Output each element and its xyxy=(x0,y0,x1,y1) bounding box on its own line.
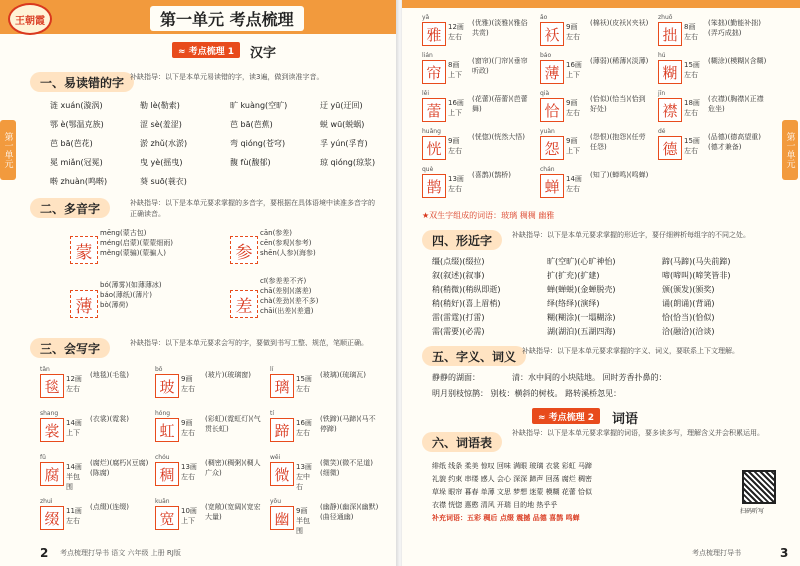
rwrite-char-7: 恰 xyxy=(540,98,564,122)
similar-4-1: 糊(糊涂)(一塌糊涂) xyxy=(547,313,616,322)
vocab-list: 绯纸 线条 柔美 惊叹 回味 满眼 玻璃 衣裳 彩虹 马蹄 礼貌 约束 串缕 感人 会心 深深 蹄声 回荡 腐烂 稠密 草垛 眼帘 暮春 单薄 文思 梦想 迷蒙 模糊 花蕾 恰似 衣襟 恍惚 惠憨 清风 开瑞 目的地 热乎乎 补充词语：五彩 稠后 点缀 震撼 品德 喜鹊 鸣蝉 xyxy=(432,462,593,522)
similar-0-2: 蹄(马蹄)(马失前蹄) xyxy=(662,257,731,266)
polyphone-char-2: 薄 xyxy=(70,290,98,318)
banner-2-title: 词语 xyxy=(612,412,639,427)
rwrite-char-11: 德 xyxy=(658,136,682,160)
write-words-5: (铁蹄)(马蹄)(马不停蹄) xyxy=(320,415,376,433)
section-4-title: 四、形近字 xyxy=(422,230,502,250)
write-char-9: 缀 xyxy=(40,506,64,530)
write-info-1: 9画 左右 xyxy=(181,375,195,393)
write-char-11: 幽 xyxy=(270,506,294,530)
rwrite-char-5: 糊 xyxy=(658,60,682,84)
rwrite-words-13: (知了)(蝉鸣)(鸣蝉) xyxy=(590,171,649,179)
right-footer: 考点梳理打导书 xyxy=(692,549,741,557)
similar-4-2: 恰(恰当)(恰似) xyxy=(662,313,715,322)
rwrite-words-9: (恍惚)(恍然大悟) xyxy=(472,133,525,141)
right-page-number: 3 xyxy=(780,546,789,560)
rwrite-pinyin-6: lěi xyxy=(422,90,430,97)
rwrite-info-5: 15画 左右 xyxy=(684,61,700,79)
write-char-1: 玻 xyxy=(155,374,179,398)
similar-3-2: 诵(朗诵)(背诵) xyxy=(662,299,715,308)
rwrite-info-12: 13画 左右 xyxy=(448,175,464,193)
write-info-8: 13画 左中右 xyxy=(296,463,312,491)
sec5-row-2: 明月别枝惊鹊： 别枝：横斜的树枝。 路转溪桥忽见： xyxy=(432,389,622,398)
rwrite-pinyin-8: jīn xyxy=(658,90,666,97)
rwrite-info-6: 16画 上下 xyxy=(448,99,464,117)
rwrite-words-6: (花蕾)(蓓蕾)(芭蕾舞) xyxy=(472,95,528,113)
sec5-row-0: 静静的湖面： xyxy=(432,373,480,382)
rwrite-info-8: 18画 左右 xyxy=(684,99,700,117)
similar-3-1: 绎(络绎)(演绎) xyxy=(547,299,600,308)
rwrite-pinyin-12: què xyxy=(422,166,434,173)
section-2-guide: 补缺指导：以下是本单元要求掌握的多音字，要根据在具体语境中读准多音字的正确读音。 xyxy=(130,199,375,218)
rwrite-char-3: 帘 xyxy=(422,60,446,84)
write-info-4: 9画 左右 xyxy=(181,419,195,437)
sec1-row-1: 鄂 è(鄂温克族) xyxy=(50,120,104,129)
write-pinyin-3: shang xyxy=(40,410,59,417)
rwrite-info-3: 8画 上下 xyxy=(448,61,462,79)
write-info-0: 12画 左右 xyxy=(66,375,82,393)
rwrite-info-1: 9画 左右 xyxy=(566,23,580,41)
write-words-7: (稠密)(稠粥)(稠人广众) xyxy=(205,459,261,477)
rwrite-char-2: 拙 xyxy=(658,22,682,46)
similar-2-2: 颁(颁发)(颁奖) xyxy=(662,285,715,294)
rwrite-words-5: (糊涂)(模糊)(含糊) xyxy=(708,57,767,65)
rwrite-words-8: (衣襟)(胸襟)(正襟危坐) xyxy=(708,95,764,113)
write-char-2: 璃 xyxy=(270,374,294,398)
write-char-8: 微 xyxy=(270,462,294,486)
qr-code[interactable] xyxy=(742,470,776,504)
write-pinyin-7: chóu xyxy=(155,454,170,461)
write-char-4: 虹 xyxy=(155,418,179,442)
rwrite-info-7: 9画 左右 xyxy=(566,99,580,117)
sec1-row-2: 芭 bā(芭花) xyxy=(50,139,93,148)
banner-1-label: ≈ 考点梳理 1 xyxy=(172,42,240,58)
similar-5-2: 洽(融洽)(洽谈) xyxy=(662,327,715,336)
similar-4-0: 雷(雷霆)(打雷) xyxy=(432,313,485,322)
write-words-1: (玻片)(玻璃窗) xyxy=(205,371,251,379)
write-info-9: 11画 左右 xyxy=(66,507,82,525)
rwrite-words-3: (窗帘)(门帘)(垂帘听政) xyxy=(472,57,528,75)
write-char-6: 腐 xyxy=(40,462,64,486)
write-pinyin-2: lí xyxy=(270,366,274,373)
rwrite-words-7: (恰似)(恰当)(恰到好处) xyxy=(590,95,646,113)
double-word-note: ★双生字组成的词语：玻璃 稠稠 幽雅 xyxy=(422,211,555,220)
similar-2-0: 稍(稍微)(稍纵即逝) xyxy=(432,285,501,294)
write-pinyin-11: yōu xyxy=(270,498,282,505)
rwrite-char-8: 襟 xyxy=(658,98,682,122)
rwrite-words-4: (薄弱)(稀薄)(淡薄) xyxy=(590,57,649,65)
left-footer: 考点梳理打导书 语文 六年级 上册 RJ版 xyxy=(60,549,181,557)
write-pinyin-6: fǔ xyxy=(40,454,46,461)
side-tab-right: 第一单元 xyxy=(782,120,798,180)
banner-2-label: ≈ 考点梳理 2 xyxy=(532,408,600,424)
similar-3-0: 稍(稍好)(喜上眉梢) xyxy=(432,299,501,308)
write-pinyin-4: hóng xyxy=(155,410,171,417)
section-1-guide: 补缺指导：以下是本单元易读错的字，读3遍，做到读准字音。 xyxy=(130,73,324,81)
rwrite-pinyin-13: chán xyxy=(540,166,555,173)
write-pinyin-10: kuān xyxy=(155,498,170,505)
polyphone-char-1: 参 xyxy=(230,236,258,264)
rwrite-info-4: 16画 上下 xyxy=(566,61,582,79)
write-pinyin-1: bō xyxy=(155,366,163,373)
write-words-2: (玻璃)(琉璃瓦) xyxy=(320,371,366,379)
polyphone-char-3: 差 xyxy=(230,290,258,318)
rwrite-pinyin-4: báo xyxy=(540,52,552,59)
write-char-10: 宽 xyxy=(155,506,179,530)
rwrite-char-1: 袄 xyxy=(540,22,564,46)
similar-0-1: 旷(空旷)(心旷神怡) xyxy=(547,257,616,266)
write-pinyin-5: tí xyxy=(270,410,275,417)
write-words-9: (点缀)(连缀) xyxy=(90,503,129,511)
qr-label: 扫码听写 xyxy=(740,508,765,515)
section-2-title: 二、多音字 xyxy=(30,198,110,218)
rwrite-char-0: 雅 xyxy=(422,22,446,46)
banner-1-title: 汉字 xyxy=(250,46,277,61)
similar-0-0: 缰(点缀)(缀拉) xyxy=(432,257,485,266)
write-info-3: 14画 上下 xyxy=(66,419,82,437)
rwrite-pinyin-10: yuàn xyxy=(540,128,555,135)
write-words-10: (宽敞)(宽阔)(宽宏大量) xyxy=(205,503,261,521)
write-info-5: 16画 左右 xyxy=(296,419,312,437)
side-tab-left: 第一单元 xyxy=(0,120,16,180)
right-header xyxy=(402,0,800,8)
polyphone-char-0: 蒙 xyxy=(70,236,98,264)
rwrite-info-9: 9画 左右 xyxy=(448,137,462,155)
write-char-5: 蹄 xyxy=(270,418,294,442)
rwrite-pinyin-7: qià xyxy=(540,90,550,97)
similar-1-1: 扩(扩充)(扩建) xyxy=(547,271,600,280)
section-5-guide: 补缺指导：以下是本单元要求掌握的字义、词义，要联系上下文理解。 xyxy=(522,347,739,355)
similar-1-2: 啼(啼叫)(啼笑皆非) xyxy=(662,271,731,280)
write-info-11: 9画 半包围 xyxy=(296,507,310,535)
write-char-0: 毯 xyxy=(40,374,64,398)
write-words-3: (衣裳)(霓裳) xyxy=(90,415,129,423)
rwrite-words-12: (喜鹊)(鹊桥) xyxy=(472,171,511,179)
write-info-2: 15画 左右 xyxy=(296,375,312,393)
sec1-row-0: 涟 xuán(漩涡) xyxy=(50,101,103,110)
logo: 王朝霞 xyxy=(8,3,52,35)
section-3-title: 三、会写字 xyxy=(30,338,110,358)
write-char-7: 稠 xyxy=(155,462,179,486)
rwrite-pinyin-3: lián xyxy=(422,52,433,59)
similar-5-1: 湖(湖泊)(五湖四海) xyxy=(547,327,616,336)
similar-2-1: 蝉(蝉蜕)(金蝉脱壳) xyxy=(547,285,616,294)
rwrite-char-13: 蝉 xyxy=(540,174,564,198)
write-info-10: 10画 上下 xyxy=(181,507,197,525)
write-info-7: 13画 左右 xyxy=(181,463,197,481)
right-page xyxy=(402,0,800,566)
rwrite-char-9: 恍 xyxy=(422,136,446,160)
write-info-6: 14画 半包围 xyxy=(66,463,82,491)
write-words-8: (微笑)(微不足道)(细微) xyxy=(320,459,373,477)
write-char-3: 裳 xyxy=(40,418,64,442)
rwrite-char-10: 怨 xyxy=(540,136,564,160)
left-page-number: 2 xyxy=(40,546,49,560)
rwrite-info-10: 9画 上下 xyxy=(566,137,580,155)
rwrite-info-0: 12画 左右 xyxy=(448,23,464,41)
rwrite-pinyin-9: huǎng xyxy=(422,128,441,135)
rwrite-pinyin-0: yǎ xyxy=(422,14,430,21)
write-pinyin-9: zhuì xyxy=(40,498,53,505)
unit-title: 第一单元 考点梳理 xyxy=(150,6,304,31)
rwrite-info-11: 15画 左右 xyxy=(684,137,700,155)
rwrite-words-2: (笨拙)(勤能补拙)(弄巧成拙) xyxy=(708,19,761,37)
section-6-title: 六、词语表 xyxy=(422,432,502,452)
sec1-row-3: 冕 miǎn(冠冕) xyxy=(50,158,103,167)
write-words-6: (腐烂)(腐朽)(豆腐)(陈腐) xyxy=(90,459,149,477)
rwrite-words-11: (品德)(德高望重)(德才兼备) xyxy=(708,133,761,151)
rwrite-pinyin-11: dé xyxy=(658,128,666,135)
rwrite-words-1: (棉袄)(皮袄)(夹袄) xyxy=(590,19,649,27)
write-words-11: (幽静)(幽深)(幽默)(曲径通幽) xyxy=(320,503,379,521)
section-5-title: 五、字义、词义 xyxy=(422,346,526,366)
rwrite-pinyin-5: hú xyxy=(658,52,666,59)
write-pinyin-8: wēi xyxy=(270,454,281,461)
section-6-guide: 补缺指导：以下是本单元要求掌握的词语，要多读多写，理解含义并会积累运用。 xyxy=(512,429,764,437)
rwrite-info-13: 14画 左右 xyxy=(566,175,582,193)
sec1-row-4: 啭 zhuàn(鸣啭) xyxy=(50,177,108,186)
sec5-row-1: 清：水中间的小块陆地。 回时芳香扑鼻的： xyxy=(512,373,667,382)
rwrite-pinyin-2: zhuō xyxy=(658,14,673,21)
similar-1-0: 叙(叙述)(叙事) xyxy=(432,271,485,280)
write-words-4: (彩虹)(霓虹灯)(气贯长虹) xyxy=(205,415,261,433)
section-3-guide: 补缺指导：以下是本单元要求会写的字，要做到书写工整、规范，笔顺正确。 xyxy=(130,339,368,347)
rwrite-pinyin-1: ǎo xyxy=(540,14,548,21)
write-pinyin-0: tǎn xyxy=(40,366,50,373)
write-words-0: (地毯)(毛毯) xyxy=(90,371,129,379)
left-page: 王朝霞 第一单元 考点梳理 第一单元 ≈ 考点梳理 1 汉字 一、易读错的字 补缺指导：以下是本单元易读错的字，读3遍，做到读准字音。 涟 xuán(漩涡) 勒 lè(勒索) 旷 kuàng(空旷) 迂 yū(迂回) 鄂 è(鄂温克族) 涩 sè(羞涩) 芭 bā(芭蕉) 蜕 wū(蜕蜗) 芭 bā(芭花) 淤 zhǔ(水淤) 弯 qióng(苍穹) 孚 yún(孚育) 冕 miǎn(冠冕) 曳 yè(摇曳) 馥 fù(馥郁) 琼 qióng(琼浆) 啭 zhuàn(鸣啭) 葵 suō(蓑衣) 二、多音字 补缺指导：以下是本单元要求掌握的多音字，要根据在具体语境中读准多音字的正确读音。 蒙 mēng(蒙古包) méng(启蒙)(蒙蒙细雨) měng(蒙骗)(蒙骗人) 参 cān(参差) cēn(参观)(参考) shēn(人参)(海参) 薄 bó(薄雾)(如薄薄冰) báo(薄纸)(薄片) bò(薄荷) 差 cī(参差差不齐) chā(差别)(落差) chà(差劲)(差不多) chāi(出差)(差遣) 三、会写字 补缺指导：以下是本单元要求会写的字，要做到书写工整、规范，笔顺正确。 tǎn 毯 12画 左右 (地毯)(毛毯) bō 玻 9画 左右 (玻片)(玻璃窗) lí 璃 15画 左右 (玻璃)(琉璃瓦) shang 裳 14画 上下 (衣裳)(霓裳) hóng 虹 9画 左右 (彩虹)(霓虹灯)(气贯长虹) tí 蹄 16画 左右 (铁蹄)(马蹄)(马不停蹄) fǔ 腐 14画 半包围 (腐烂)(腐朽)(豆腐)(陈腐) chóu 稠 13画 左右 (稠密)(稠粥)(稠人广众) wēi 微 13画 左中右 (微笑)(微不足道)(细微) zhuì 缀 11画 左右 (点缀)(连缀) kuān 宽 10画 上下 (宽敞)(宽阔)(宽宏大量) yōu 幽 9画 半包围 (幽静)(幽深)(幽默)(曲径通幽) 2 考点梳理打导书 语文 六年级 上册 RJ版 xyxy=(0,0,398,566)
rwrite-words-0: (优雅)(淡雅)(雅俗共赏) xyxy=(472,19,528,37)
rwrite-words-10: (怨恨)(抱怨)(任劳任怨) xyxy=(590,133,646,151)
section-1-title: 一、易读错的字 xyxy=(30,72,134,92)
similar-5-0: 需(需要)(必需) xyxy=(432,327,485,336)
section-4-guide: 补缺指导：以下是本单元要求掌握的形近字，要仔细辨析每组字的不同之处。 xyxy=(512,231,750,239)
rwrite-char-12: 鹊 xyxy=(422,174,446,198)
rwrite-char-4: 薄 xyxy=(540,60,564,84)
rwrite-char-6: 蕾 xyxy=(422,98,446,122)
rwrite-info-2: 8画 左右 xyxy=(684,23,698,41)
